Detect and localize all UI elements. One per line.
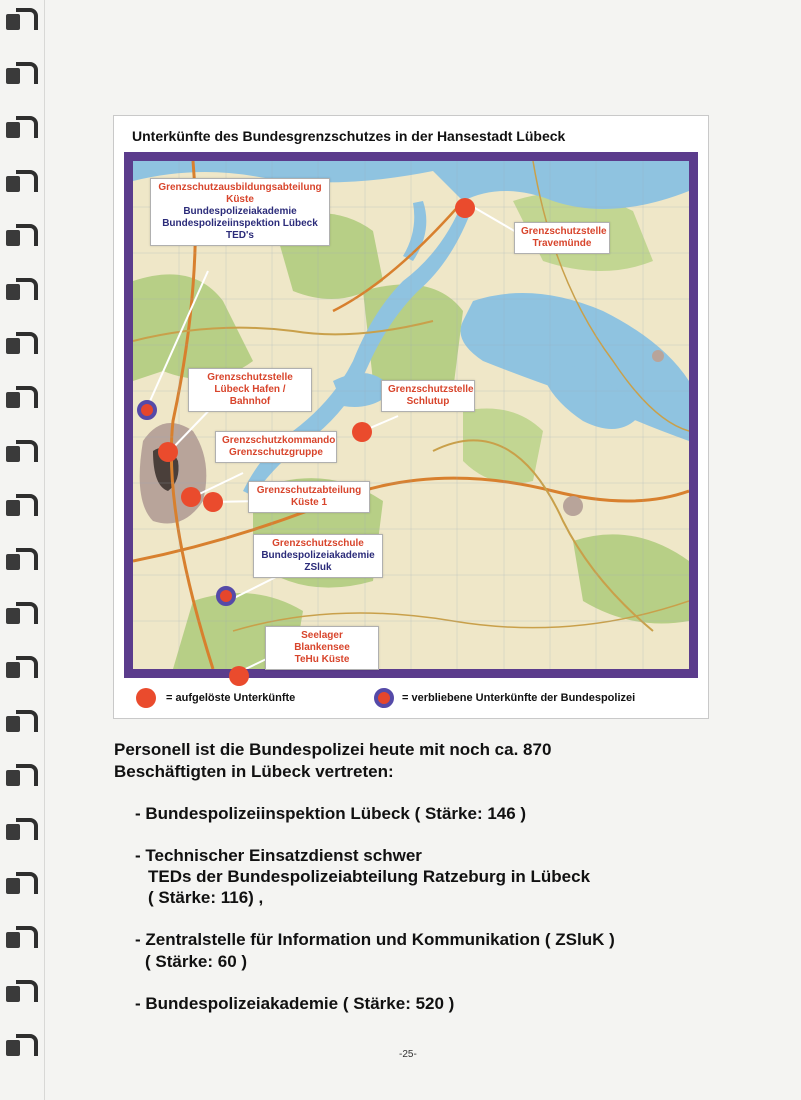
legend-dissolved-marker [136,688,156,708]
marker-kueste1 [203,492,223,512]
item-zsluk-line-1: - Zentralstelle für Information und Kommunikation ( ZSluK ) [135,930,615,949]
item-teds-line-3: ( Stärke: 116) , [148,888,264,907]
page-edge [44,0,45,1100]
intro-line-2: Beschäftigten in Lübeck vertreten: [114,762,394,781]
label-seelager: Seelager Blankensee TeHu Küste [265,626,379,670]
map-title: Unterkünfte des Bundesgrenzschutzes in der Hansestadt Lübeck [132,128,566,144]
item-zsluk-line-2: ( Stärke: 60 ) [145,952,248,971]
legend-dissolved-label: = aufgelöste Unterkünfte [166,692,296,704]
marker-hafen [158,442,178,462]
page-number: -25- [399,1049,417,1060]
map-legend [134,688,694,710]
intro-line-1: Personell ist die Bundespolizei heute mit noch ca. 870 [114,740,552,759]
item-inspektion: - Bundespolizeiinspektion Lübeck ( Stärke: 146 ) [135,804,527,823]
marker-schlutup [352,422,372,442]
item-akademie: - Bundespolizeiakademie ( Stärke: 520 ) [135,994,455,1013]
map-frame [124,152,698,678]
marker-kommando [181,487,201,507]
label-hafen: Grenzschutzstelle Lübeck Hafen / Bahnhof [188,368,312,412]
label-kommando: Grenzschutzkommando Grenzschutzgruppe [215,431,337,463]
spiral-binding [0,0,48,1100]
marker-travemuende [455,198,475,218]
label-academy: Grenzschutzausbildungsabteilung Küste Bundespolizeiakademie Bundespolizeiinspektion Lübeck TED's [150,178,330,246]
legend-remaining-marker [374,688,394,708]
item-teds-line-2: TEDs der Bundespolizeiabteilung Ratzeburg in Lübeck [148,867,591,886]
map-figure [113,115,709,719]
label-kueste1: Grenzschutzabteilung Küste 1 [248,481,370,513]
label-travemuende: Grenzschutzstelle Travemünde [514,222,610,254]
label-schule: Grenzschutzschule Bundespolizeiakademie ZSluk [253,534,383,578]
marker-academy [137,400,157,420]
label-schlutup: Grenzschutzstelle Schlutup [381,380,475,412]
marker-seelager [229,666,249,686]
item-teds-line-1: - Technischer Einsatzdienst schwer [135,846,422,865]
legend-remaining-label: = verbliebene Unterkünfte der Bundespolizei [402,692,636,704]
marker-schule [216,586,236,606]
